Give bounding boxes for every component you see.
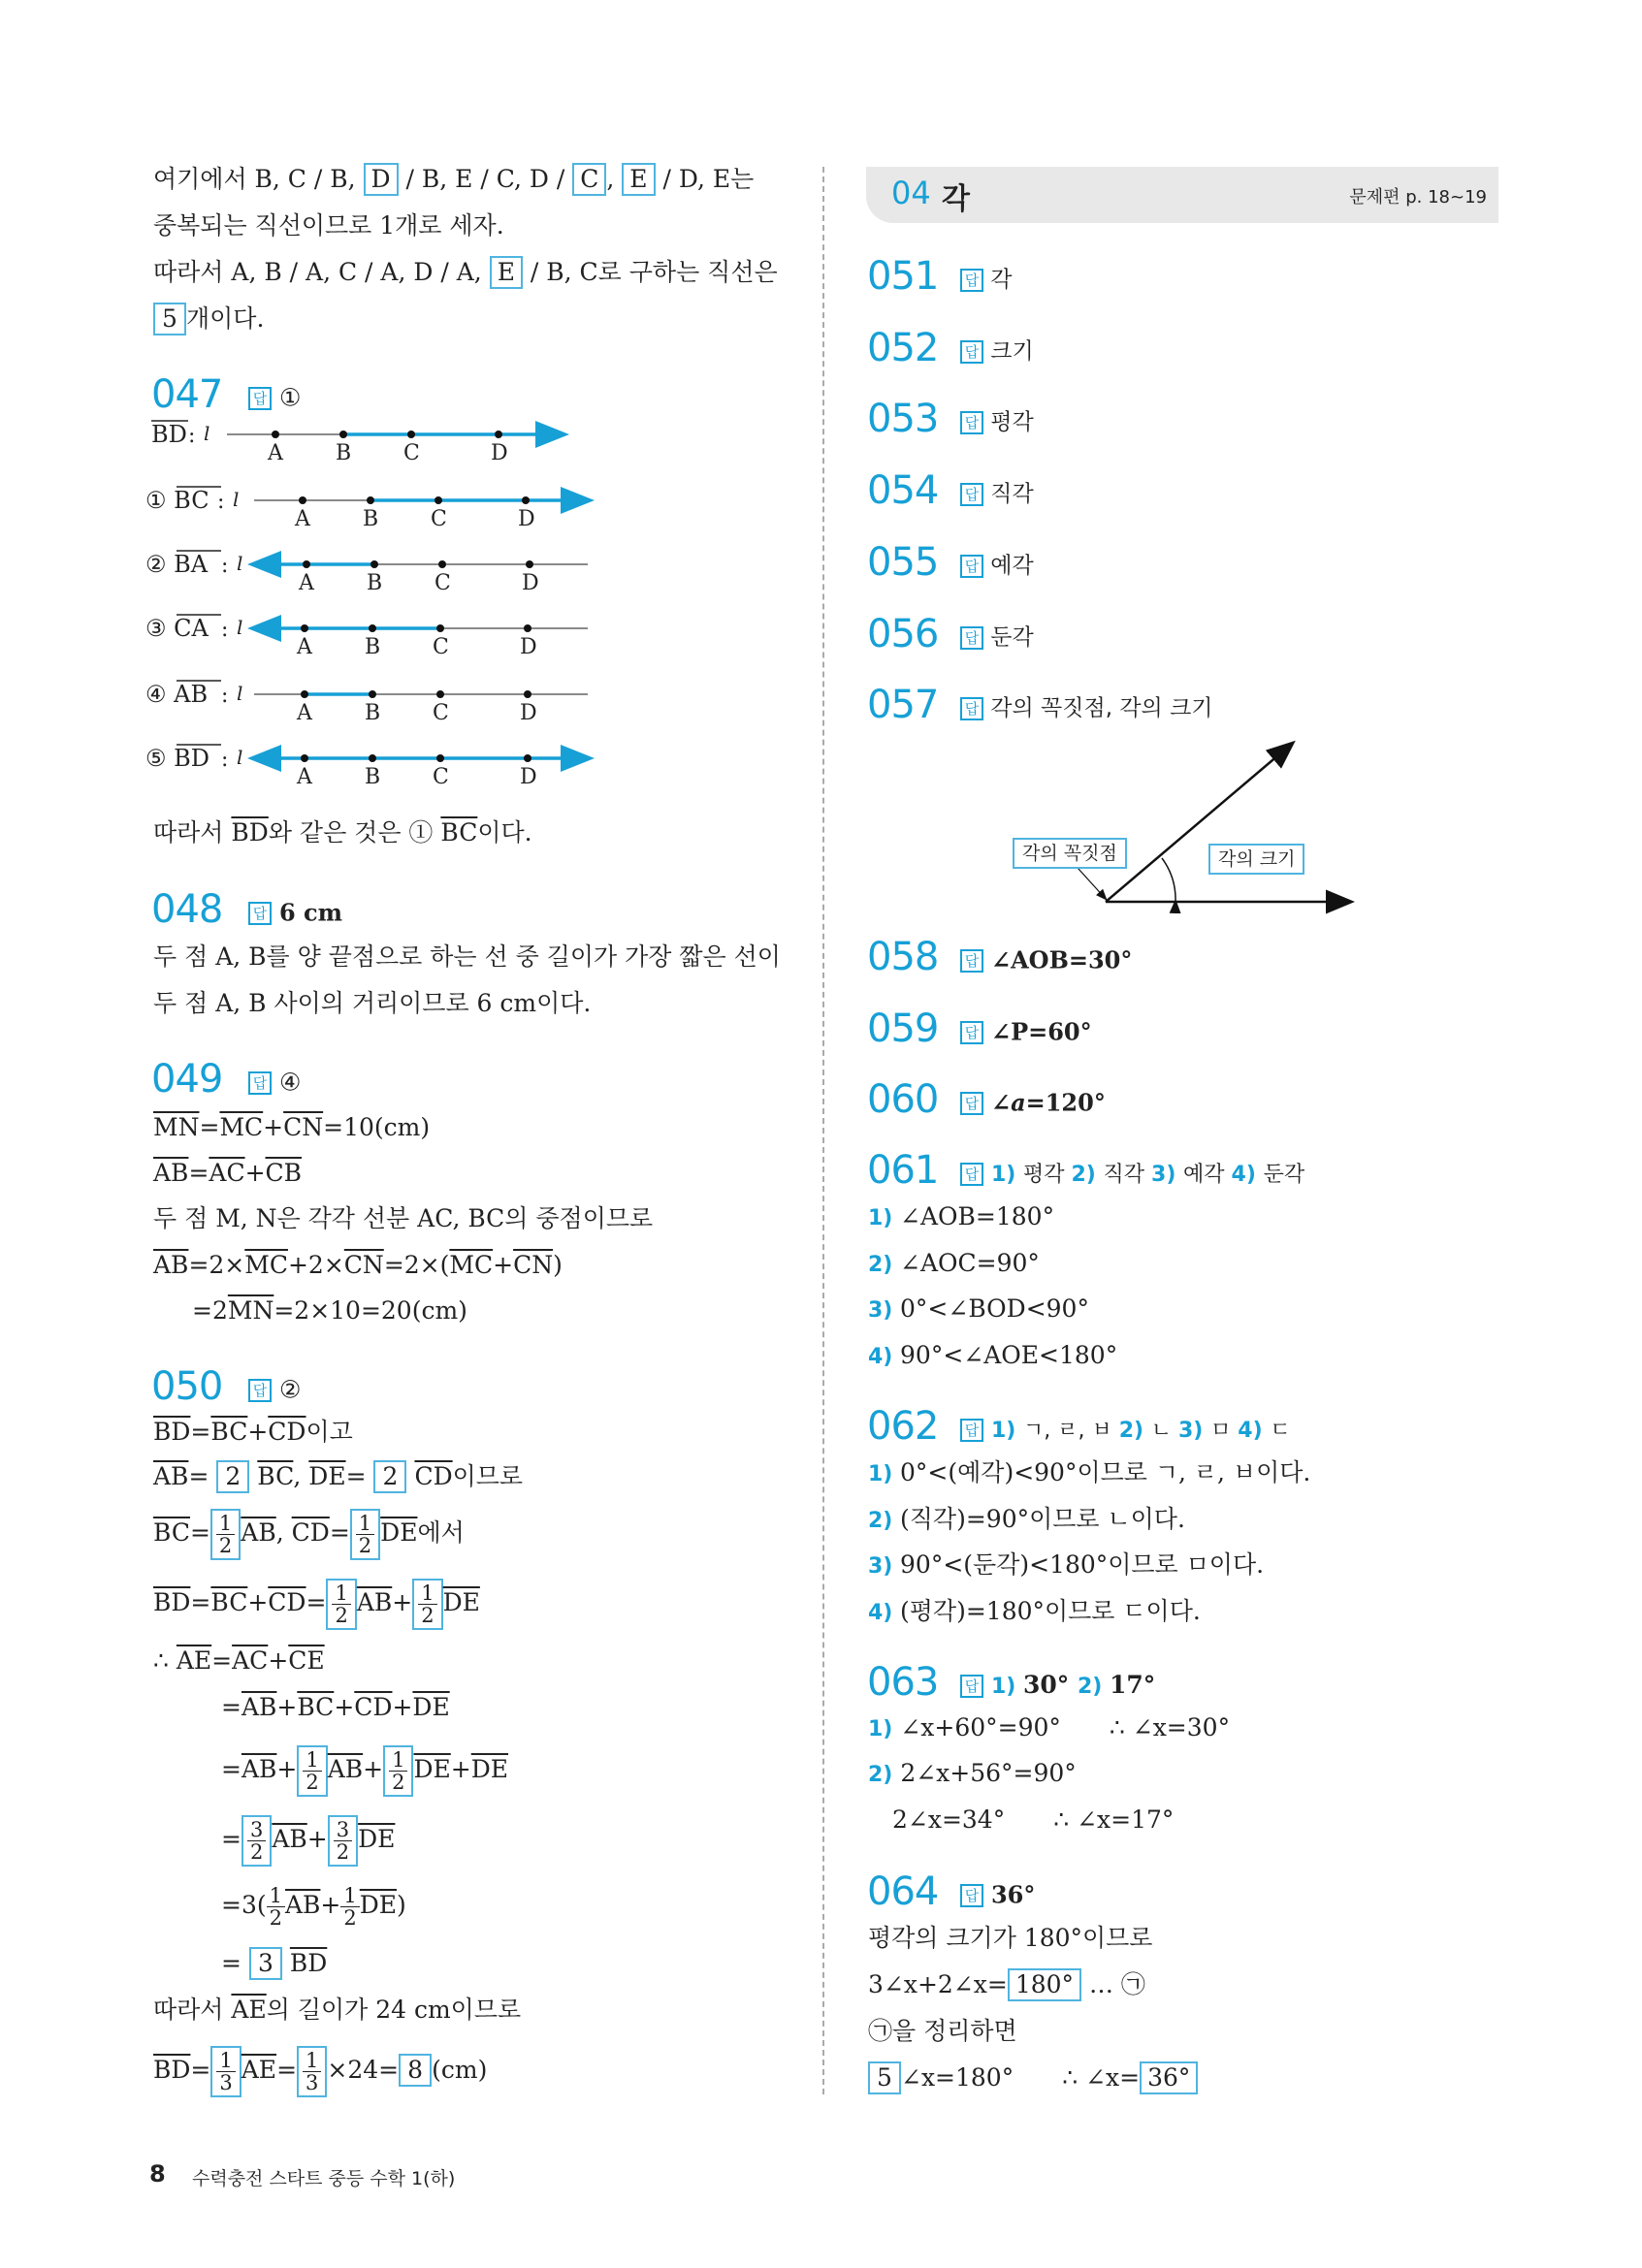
- part-value: ㅁ: [1210, 1418, 1239, 1443]
- answer-label-icon: 답: [248, 902, 272, 925]
- problem-number-064: 064: [867, 1869, 939, 1914]
- answer-062: [960, 1412, 1291, 1448]
- point-dot: [301, 624, 308, 632]
- part-value: ㄴ: [1150, 1418, 1178, 1443]
- part-value: ㄷ: [1270, 1418, 1291, 1443]
- problem-number-054: 054: [867, 468, 939, 513]
- point-label: A: [297, 635, 312, 659]
- problem-number-049: 049: [151, 1057, 223, 1102]
- answer-box: 180°: [1008, 1968, 1081, 2001]
- part-value: 둔각: [1263, 1162, 1305, 1187]
- point-label: D: [520, 765, 537, 789]
- point-dot: [299, 496, 306, 504]
- answer-box: 2: [216, 1460, 249, 1493]
- ray-bc: $\overline{BC}$: [440, 818, 478, 847]
- solution-line: 1) 0°<(예각)<90°이므로 ㄱ, ㄹ, ㅂ이다.: [868, 1458, 1311, 1486]
- line-name: l: [237, 746, 243, 769]
- solution-049-line-4: $\overline{AB}=2\times\overline{MC}+2\times\overline{CN}=2\times(\overline{MC}+\overline{CN})$: [153, 1251, 563, 1279]
- part-value: ㄱ, ㄹ, ㅂ: [1022, 1418, 1119, 1443]
- point-label: A: [297, 701, 312, 725]
- solution-050-line-8: = $\frac{3}{2}$ $\overline{AB}+$ $\frac{3}{2}$ $\overline{DE}$: [221, 1815, 395, 1867]
- line-name: l: [204, 422, 210, 445]
- problem-number-053: 053: [867, 397, 939, 441]
- intro-line-4: 5 개이다.: [153, 303, 264, 335]
- answer-label-icon: 답: [960, 269, 983, 292]
- solution-064-line-1: 평각의 크기가 180°이므로: [868, 1924, 1153, 1952]
- answer-label-icon: 답: [960, 483, 983, 506]
- answer-label-icon: 답: [960, 626, 983, 650]
- problem-number-061: 061: [867, 1148, 939, 1193]
- solution-063-line-1: 1) ∠x+60°=90° ∴ ∠x=30°: [868, 1713, 1231, 1741]
- point-label: B: [336, 441, 352, 465]
- point-label: B: [365, 765, 381, 789]
- problem-number-058: 058: [867, 935, 939, 979]
- point-label: C: [403, 441, 420, 465]
- fraction-box: $\frac{1}{2}$: [412, 1579, 442, 1630]
- point-dot: [369, 690, 376, 698]
- point-label: C: [433, 701, 449, 725]
- solution-line: 3) 90°<(둔각)<180°이므로 ㅁ이다.: [868, 1550, 1265, 1579]
- part-key: 2): [1077, 1674, 1111, 1699]
- colon: :: [188, 424, 196, 448]
- ray-diagonal: [1106, 744, 1292, 902]
- part-value: 직각: [1103, 1162, 1152, 1187]
- answer-text: 크기: [983, 338, 1034, 365]
- part-key: 4): [1231, 1162, 1264, 1187]
- ray-label: BD: [151, 421, 187, 448]
- point-dot: [436, 624, 444, 632]
- solution-050-line-9: =3( $\frac{1}{2}$ $\overline{AB}+$ $\frac{1}{2}$ $\overline{DE}$): [221, 1884, 406, 1930]
- ray-label: ④ AB: [145, 681, 209, 708]
- answer-label-icon: 답: [960, 1092, 983, 1115]
- line-name: l: [237, 682, 243, 705]
- ray-label: ③ CA: [145, 615, 209, 642]
- ray-label: ② BA: [145, 551, 209, 578]
- problem-number-051: 051: [867, 254, 939, 299]
- point-dot: [524, 624, 531, 632]
- point-dot: [436, 754, 444, 762]
- answer-box: 8: [399, 2054, 432, 2087]
- point-label: C: [433, 635, 449, 659]
- part-key: 1): [990, 1674, 1023, 1699]
- point-dot: [272, 431, 279, 438]
- fraction-box: $\frac{1}{2}$: [326, 1579, 356, 1630]
- point-label: B: [365, 701, 381, 725]
- answer-box: C: [572, 163, 606, 196]
- point-label: A: [299, 571, 314, 595]
- angle-arc: [1162, 858, 1175, 902]
- solution-064-line-2: 3∠x+2∠x= 180° … ㉠: [868, 1968, 1145, 2001]
- answer-box: E: [622, 163, 655, 196]
- answer-label-icon: 답: [960, 1021, 983, 1044]
- point-dot: [526, 560, 533, 568]
- answer-055: [960, 548, 1034, 583]
- solution-049-line-3: 두 점 M, N은 각각 선분 AC, BC의 중점이므로: [153, 1204, 654, 1232]
- colon: :: [221, 554, 229, 578]
- part-key: 1): [990, 1418, 1023, 1443]
- point-label: A: [297, 765, 312, 789]
- answer-059: 답 ∠P=60°: [960, 1014, 1092, 1049]
- answer-text: 각: [983, 267, 1013, 293]
- answer-label-icon: 답: [248, 1379, 272, 1402]
- answer-047: 답 ①: [248, 380, 301, 415]
- solution-048-line-2: 두 점 A, B 사이의 거리이므로 6 cm이다.: [153, 989, 592, 1017]
- point-dot: [524, 690, 531, 698]
- answer-053: [960, 404, 1034, 439]
- answer-058: 답 ∠AOB=30°: [960, 942, 1132, 977]
- section-page-ref: 문제편 p. 18~19: [1349, 187, 1487, 208]
- intro-line-2: 중복되는 직선이므로 1개로 세자.: [153, 211, 504, 240]
- answer-label-icon: 답: [960, 697, 983, 720]
- line-name: l: [237, 552, 243, 575]
- ray-label: ① BC: [145, 487, 209, 514]
- solution-050-line-12: $\overline{BD}=$ $\frac{1}{3}$ $\overline{AE}=$ $\frac{1}{3}$ ×24= 8 (cm): [153, 2046, 487, 2097]
- point-label: A: [268, 441, 283, 465]
- problem-number-052: 052: [867, 326, 939, 370]
- answer-label-icon: 답: [960, 1163, 983, 1186]
- section-title: 각: [942, 182, 970, 216]
- point-label: D: [518, 507, 535, 531]
- point-dot: [303, 560, 310, 568]
- part-value: 예각: [1183, 1162, 1232, 1187]
- colon: :: [221, 618, 229, 642]
- point-label: D: [520, 701, 537, 725]
- ray-diagram-047: [145, 417, 611, 805]
- problem-number-050: 050: [151, 1364, 223, 1409]
- point-label: D: [522, 571, 539, 595]
- point-dot: [407, 431, 415, 438]
- solution-050-line-2: $\overline{AB}= 2$ $\overline{BC}$, $\overline{DE}= 2$ $\overline{CD}$이므로: [153, 1460, 523, 1493]
- answer-048: 답 6 cm: [248, 895, 342, 930]
- problem-number-059: 059: [867, 1006, 939, 1051]
- angle-figure-057: [1009, 732, 1358, 916]
- fraction-box: $\frac{3}{2}$: [328, 1815, 358, 1867]
- fraction-box: $\frac{1}{3}$: [210, 2046, 241, 2097]
- angle-size-label: 각의 크기: [1208, 844, 1304, 875]
- part-key: 2): [1071, 1162, 1104, 1187]
- conclusion-047: 따라서 $\overline{BD}$와 같은 것은 ① $\overline{BC}$이다.: [153, 818, 532, 847]
- part-value: 30°: [1022, 1670, 1078, 1699]
- answer-label-icon: 답: [960, 1675, 983, 1698]
- problem-number-060: 060: [867, 1077, 939, 1122]
- point-label: C: [435, 571, 451, 595]
- answer-box: 5: [153, 303, 186, 335]
- line-name: l: [237, 616, 243, 639]
- point-label: C: [433, 765, 449, 789]
- fraction-box: $\frac{1}{2}$: [350, 1509, 380, 1560]
- answer-box: 3: [249, 1947, 282, 1980]
- solution-050-line-11: 따라서 $\overline{AE}$의 길이가 24 cm이므로: [153, 1996, 522, 2024]
- solution-050-line-7: $=\overline{AB}+$ $\frac{1}{2}$ $\overline{AB}+$ $\frac{1}{2}$ $\overline{DE}+\overline{DE}$: [221, 1745, 508, 1797]
- point-label: D: [491, 441, 508, 465]
- answer-text: 평각: [983, 409, 1034, 435]
- answer-text: 직각: [983, 481, 1034, 507]
- point-label: B: [363, 507, 379, 531]
- colon: :: [221, 748, 229, 772]
- answer-box: 5: [868, 2061, 901, 2094]
- answer-056: [960, 620, 1034, 655]
- section-number: 04: [891, 175, 931, 211]
- fraction-box: $\frac{3}{2}$: [241, 1815, 272, 1867]
- part-key: 2): [1118, 1418, 1151, 1443]
- part-value: 17°: [1110, 1670, 1156, 1699]
- solution-line: 2) ∠AOC=90°: [868, 1248, 1040, 1277]
- point-dot: [522, 496, 530, 504]
- solution-049-line-5: $=2\overline{MN}=2\times 10=20(cm)$: [192, 1296, 467, 1325]
- answer-050: 답 ②: [248, 1372, 301, 1407]
- point-dot: [301, 690, 308, 698]
- problem-number-048: 048: [151, 887, 223, 932]
- problem-number-062: 062: [867, 1404, 939, 1449]
- point-dot: [301, 754, 308, 762]
- answer-label-icon: 답: [960, 340, 983, 364]
- solution-line: 2) (직각)=90°이므로 ㄴ이다.: [868, 1504, 1185, 1533]
- point-dot: [438, 560, 446, 568]
- answer-box: 2: [373, 1460, 406, 1493]
- solution-048-line-1: 두 점 A, B를 양 끝점으로 하는 선 중 길이가 가장 짧은 선이: [153, 942, 781, 971]
- answer-label-icon: 답: [960, 555, 983, 578]
- solution-049-line-1: $\overline{MN}=\overline{MC}+\overline{CN}=10(cm)$: [153, 1113, 431, 1141]
- answer-label-icon: 답: [960, 411, 983, 434]
- answer-text: 예각: [983, 553, 1034, 579]
- solution-line: 1) ∠AOB=180°: [868, 1202, 1055, 1230]
- part-key: 3): [1151, 1162, 1184, 1187]
- point-dot: [370, 560, 378, 568]
- answer-box: E: [490, 256, 523, 289]
- answer-049: 답 ④: [248, 1065, 301, 1100]
- point-dot: [367, 496, 374, 504]
- point-dot: [369, 754, 376, 762]
- point-label: A: [295, 507, 310, 531]
- page-number: 8: [149, 2160, 166, 2188]
- point-dot: [339, 431, 347, 438]
- point-dot: [495, 431, 502, 438]
- solution-050-line-4: $\overline{BD}=\overline{BC}+\overline{CD}=$ $\frac{1}{2}$ $\overline{AB}+$ $\frac{1}{2}$ $\overline{DE}$: [153, 1579, 480, 1630]
- vertex-label: 각의 꼭짓점: [1013, 838, 1127, 869]
- point-dot: [524, 754, 531, 762]
- section-header: [866, 167, 1498, 223]
- problem-number-047: 047: [151, 372, 223, 417]
- book-title: 수력충전 스타트 중등 수학 1(하): [192, 2168, 456, 2189]
- answer-064: 답 36°: [960, 1877, 1035, 1912]
- ray-label: ⑤ BD: [145, 745, 210, 772]
- solution-line: 3) 0°<∠BOD<90°: [868, 1294, 1089, 1323]
- solution-049-line-2: $\overline{AB}=\overline{AC}+\overline{CB}$: [153, 1159, 303, 1187]
- solution-063-line-2: 2) 2∠x+56°=90°: [868, 1759, 1077, 1787]
- ray-bd: $\overline{BD}$: [231, 818, 269, 847]
- fraction-box: $\frac{1}{2}$: [383, 1745, 413, 1797]
- point-label: B: [367, 571, 383, 595]
- part-key: 3): [1178, 1418, 1211, 1443]
- part-key: 4): [1238, 1418, 1271, 1443]
- point-label: D: [520, 635, 537, 659]
- fraction-box: $\frac{1}{3}$: [297, 2046, 327, 2097]
- answer-057: [960, 690, 1213, 725]
- solution-line: 4) 90°<∠AOE<180°: [868, 1340, 1118, 1369]
- answer-label-icon: 답: [248, 387, 272, 410]
- solution-050-line-10: = 3 $\overline{BD}$: [221, 1947, 327, 1980]
- problem-number-056: 056: [867, 612, 939, 656]
- point-label: B: [365, 635, 381, 659]
- answer-060: 답 ∠a=120°: [960, 1085, 1106, 1120]
- answer-label-icon: 답: [248, 1071, 272, 1095]
- answer-054: [960, 476, 1034, 511]
- colon: :: [221, 684, 229, 708]
- line-name: l: [233, 488, 240, 511]
- answer-box: D: [364, 163, 399, 196]
- answer-box: 36°: [1140, 2061, 1198, 2094]
- answer-063: [960, 1668, 1155, 1704]
- point-dot: [369, 624, 376, 632]
- part-value: 평각: [1022, 1162, 1072, 1187]
- answer-label-icon: 답: [960, 949, 983, 973]
- problem-number-063: 063: [867, 1660, 939, 1705]
- intro-line-3: 따라서 A, B / A, C / A, D / A, E / B, C로 구하는 직선은: [153, 256, 778, 289]
- fraction-box: $\frac{1}{2}$: [297, 1745, 327, 1797]
- solution-050-line-3: $\overline{BC}=$ $\frac{1}{2}$ $\overline{AB}$, $\overline{CD}=$ $\frac{1}{2}$ $\overline{DE}$에서: [153, 1509, 465, 1560]
- solution-063-line-3: 2∠x=34° ∴ ∠x=17°: [892, 1805, 1175, 1834]
- intro-line-1: 여기에서 B, C / B, D / B, E / C, D / C , E / D, E는: [153, 163, 754, 196]
- solution-050-line-5: ∴ $\overline{AE}=\overline{AC}+\overline{CE}$: [153, 1646, 325, 1675]
- fraction-box: $\frac{1}{2}$: [210, 1509, 241, 1560]
- answer-061: [960, 1156, 1304, 1192]
- answer-051: [960, 262, 1013, 297]
- solution-064-line-4: 5 ∠x=180° ∴ ∠x= 36°: [868, 2061, 1198, 2094]
- problem-number-055: 055: [867, 540, 939, 585]
- answer-052: [960, 334, 1034, 368]
- solution-050-line-6: $=\overline{AB}+\overline{BC}+\overline{CD}+\overline{DE}$: [221, 1693, 450, 1721]
- answer-text: 각의 꼭짓점, 각의 크기: [983, 695, 1213, 721]
- point-dot: [435, 496, 442, 504]
- solution-050-line-1: $\overline{BD}=\overline{BC}+\overline{CD}$이고: [153, 1418, 353, 1446]
- solution-064-line-3: ㉠을 정리하면: [868, 2017, 1017, 2045]
- column-divider: [822, 167, 824, 2094]
- colon: :: [217, 490, 225, 514]
- answer-label-icon: 답: [960, 1884, 983, 1907]
- solution-line: 4) (평각)=180°이므로 ㄷ이다.: [868, 1596, 1201, 1625]
- answer-label-icon: 답: [960, 1419, 983, 1442]
- point-label: C: [431, 507, 447, 531]
- answer-text: 둔각: [983, 624, 1034, 651]
- problem-number-057: 057: [867, 683, 939, 727]
- part-key: 1): [990, 1162, 1023, 1187]
- point-dot: [436, 690, 444, 698]
